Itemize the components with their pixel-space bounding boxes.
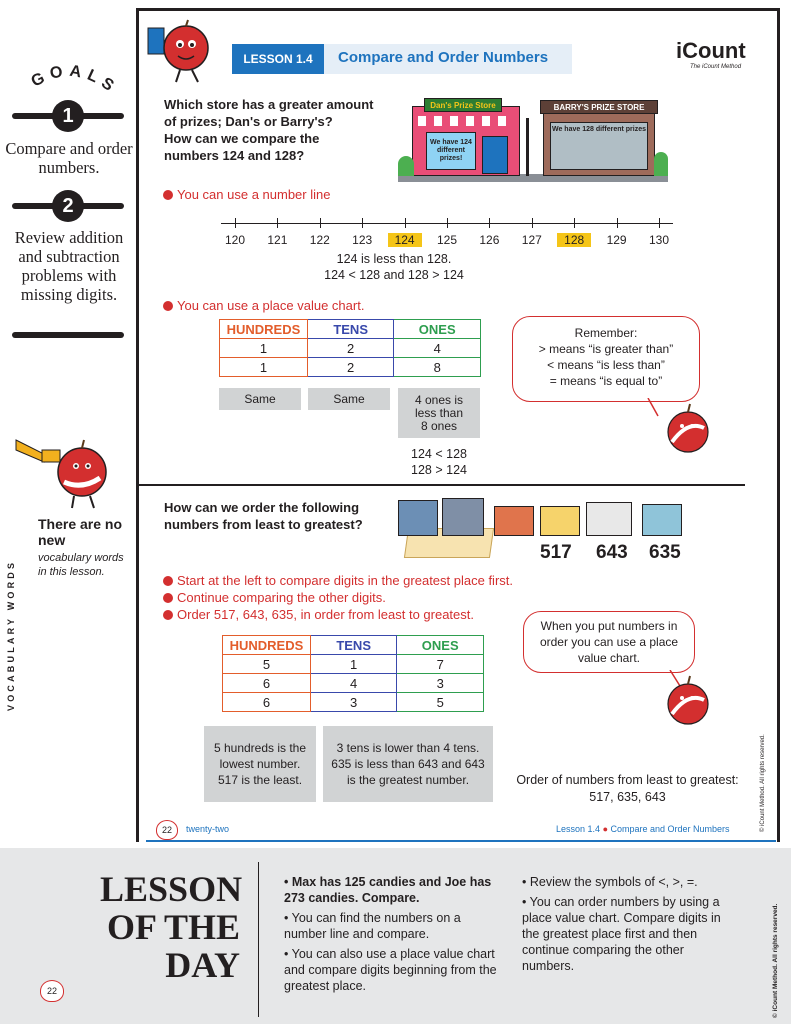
number-line-label: 122 <box>309 233 330 247</box>
pv-header-hundreds: HUNDREDS <box>220 320 308 339</box>
house-number-2: 643 <box>596 542 628 563</box>
pv-cell: 5 <box>397 693 484 712</box>
pv-cell: 1 <box>220 339 308 358</box>
step: Order 517, 643, 635, in order from least to greatest. <box>163 606 513 623</box>
place-value-chart-1 <box>219 319 481 377</box>
dan-store-sign: Dan's Prize Store <box>424 98 502 112</box>
pv-cell: 2 <box>307 339 394 358</box>
pv-note-ones: 4 ones is less than 8 ones <box>398 388 480 438</box>
pv-header-hundreds: HUNDREDS <box>223 636 311 655</box>
vocab-body: vocabulary words in this lesson. <box>38 552 124 578</box>
number-line-label: 128 <box>557 233 591 247</box>
number-line-label: 120 <box>224 233 246 247</box>
pv-cell: 1 <box>220 358 308 377</box>
svg-text:GOALS <box>28 62 122 98</box>
question-line: Which store has a greater amount <box>164 97 374 112</box>
pv-cell: 6 <box>223 693 311 712</box>
apple-bullet-icon <box>163 190 173 200</box>
number-line-tick <box>659 218 660 228</box>
goals-text: GOALS <box>28 61 122 99</box>
goals-title <box>14 60 124 100</box>
pv-cell: 7 <box>397 655 484 674</box>
apple-mascot-icon <box>144 18 230 86</box>
pv-header-tens: TENS <box>307 320 394 339</box>
page-number-apple: 22 <box>156 820 178 840</box>
pv-result: 124 < 128 128 > 124 <box>411 447 467 477</box>
brand-logo: iCount <box>676 38 746 63</box>
apple-bullet-icon <box>163 593 173 603</box>
lod-copyright-vertical: © iCount Method. All rights reserved. <box>772 903 779 1018</box>
number-line-label: 129 <box>606 233 627 247</box>
sidebar <box>0 0 135 850</box>
pv-cell: 8 <box>394 358 481 377</box>
question-line: of prizes; Dan's or Barry's? <box>164 114 333 129</box>
goal1-number: 1 <box>52 100 84 132</box>
lesson-title: Compare and Order Numbers <box>338 49 549 66</box>
number-line-heading: You can use a number line <box>163 187 330 202</box>
pv-cell: 3 <box>310 693 397 712</box>
number-line-label: 125 <box>436 233 458 247</box>
apple-bullet-icon <box>163 301 173 311</box>
pv-note-same-tens: Same <box>308 388 390 410</box>
number-line-label: 127 <box>521 233 542 247</box>
section-divider <box>139 484 745 486</box>
table-row <box>220 358 481 377</box>
step: Start at the left to compare digits in the greatest place first. <box>163 572 513 589</box>
page-number-word: twenty-two <box>186 824 230 834</box>
goal2-number: 2 <box>52 190 84 222</box>
pv-header-ones: ONES <box>397 636 484 655</box>
table-row <box>220 339 481 358</box>
goal2-text: Review addition and subtraction problems with missing digits. <box>14 228 124 304</box>
lod-column-2: • Review the symbols of <, >, =. • You can order numbers by using a place value chart. Compare digits in the greatest place first and then continue comparing the other numbers. <box>522 875 721 973</box>
number-line <box>221 223 673 247</box>
table-row <box>223 655 484 674</box>
lod-divider <box>258 862 259 1017</box>
frame-top <box>136 8 780 11</box>
apple-character-icon <box>640 398 710 458</box>
ordering-steps <box>163 572 513 623</box>
number-line-tick <box>362 218 363 228</box>
number-line-tick <box>574 218 575 228</box>
pv-cell: 4 <box>310 674 397 693</box>
house-number-1: 517 <box>540 542 572 563</box>
table-row <box>223 693 484 712</box>
place-value-chart-2 <box>222 635 484 712</box>
note-tens: 3 tens is lower than 4 tens. 635 is less than 643 and 643 is the greatest number. <box>323 726 493 802</box>
apple-bullet-icon <box>163 576 173 586</box>
number-line-tick <box>617 218 618 228</box>
brand-subtitle: The iCount Method <box>690 64 742 70</box>
dan-store-window: We have 124 different prizes! <box>426 132 476 170</box>
number-line-tick <box>447 218 448 228</box>
apple-trumpet-icon <box>14 432 109 512</box>
copyright-vertical: © iCount Method. All rights reserved. <box>760 734 766 832</box>
barry-store-window: We have 128 different prizes <box>550 122 648 170</box>
lesson-tag: LESSON 1.4 <box>232 44 324 74</box>
question-line: numbers 124 and 128? <box>164 148 305 163</box>
number-line-tick <box>320 218 321 228</box>
step: Continue comparing the other digits. <box>163 589 513 606</box>
lesson-of-day-title: LESSON OF THE DAY <box>100 869 243 985</box>
question-2: How can we order the following numbers from least to greatest? <box>164 500 363 532</box>
number-line-caption: 124 is less than 128. 124 < 128 and 128 > 124 <box>324 252 464 282</box>
number-line-label: 123 <box>352 233 373 247</box>
lamp-post <box>526 118 529 176</box>
number-line-tick <box>277 218 278 228</box>
number-line-label: 130 <box>648 233 670 247</box>
pv-heading: You can use a place value chart. <box>163 298 364 313</box>
footer-bar <box>146 840 776 842</box>
pv-cell: 5 <box>223 655 311 674</box>
vocab-heading: There are no new <box>38 516 123 548</box>
goal1-text: Compare and order numbers. <box>5 139 133 177</box>
house-number-3: 635 <box>649 542 681 563</box>
pv-header-ones: ONES <box>394 320 481 339</box>
order-result: Order of numbers from least to greatest: 517, 635, 643 <box>516 773 739 804</box>
stores-illustration <box>398 96 668 184</box>
barry-store-sign: BARRY'S PRIZE STORE <box>540 100 658 114</box>
pv-cell: 1 <box>310 655 397 674</box>
number-line-label: 126 <box>479 233 500 247</box>
number-line-label: 121 <box>267 233 288 247</box>
order-bubble: When you put numbers in order you can use a place value chart. <box>523 611 695 673</box>
question-line: How can we compare the <box>164 131 320 146</box>
pv-cell: 4 <box>394 339 481 358</box>
footer-lesson-ref: Lesson 1.4 ● Compare and Order Numbers <box>556 824 730 834</box>
table-row <box>223 674 484 693</box>
note-hundreds: 5 hundreds is the lowest number. 517 is the least. <box>204 726 316 802</box>
frame-right <box>777 8 780 842</box>
number-line-tick <box>489 218 490 228</box>
number-line-label: 124 <box>388 233 422 247</box>
number-line-tick <box>405 218 406 228</box>
pv-header-tens: TENS <box>310 636 397 655</box>
apple-bullet-icon <box>163 610 173 620</box>
pv-note-same-hundreds: Same <box>219 388 301 410</box>
number-line-tick <box>532 218 533 228</box>
frame-left <box>136 8 139 842</box>
pv-cell: 6 <box>223 674 311 693</box>
lod-column-1: • Max has 125 candies and Joe has 273 candies. Compare. • You can find the numbers on a number line and compare. • You can also use a place value chart and compare digits beginning from the greatest place. <box>284 875 497 993</box>
lod-page-number-apple: 22 <box>40 980 64 1002</box>
pv-cell: 2 <box>307 358 394 377</box>
apple-character-icon <box>640 670 710 730</box>
remember-bubble: Remember: > means “is greater than” < means “is less than” = means “is equal to” <box>512 316 700 402</box>
number-line-tick <box>235 218 236 228</box>
divider <box>12 332 124 338</box>
vocab-side-label: VOCABULARY WORDS <box>6 559 16 711</box>
pv-cell: 3 <box>397 674 484 693</box>
question-1 <box>164 96 384 164</box>
